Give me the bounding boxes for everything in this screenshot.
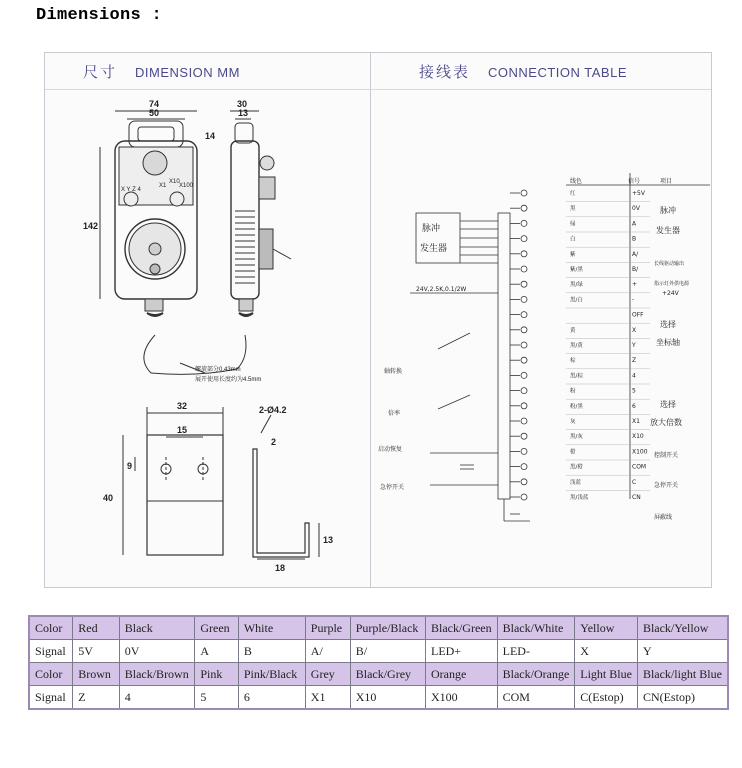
technical-drawing bbox=[44, 52, 712, 588]
terminal-contact bbox=[521, 236, 527, 242]
signal-row bbox=[29, 640, 728, 663]
dimension-drawing bbox=[45, 53, 370, 587]
table-cell: 4 bbox=[119, 686, 195, 710]
terminal-contact bbox=[521, 296, 527, 302]
dim-40: 40 bbox=[103, 493, 114, 503]
wire-signal-column bbox=[631, 190, 648, 501]
wire-color-label: 黑/白 bbox=[570, 297, 583, 304]
terminal-contact bbox=[521, 433, 527, 439]
pulse-item-2: 发生器 bbox=[656, 226, 680, 235]
table-cell: Brown bbox=[73, 663, 119, 686]
terminal-contact bbox=[521, 205, 527, 211]
terminal-contact bbox=[521, 251, 527, 257]
axis-switch-label: 轴转换 bbox=[384, 368, 403, 375]
dim-74: 74 bbox=[149, 99, 160, 109]
side-grip-ribs bbox=[235, 211, 255, 283]
pendant-side-body bbox=[231, 141, 259, 299]
wire-signal-label: - bbox=[632, 296, 635, 304]
dim-14: 14 bbox=[205, 131, 216, 141]
wire-signal-label: 6 bbox=[632, 402, 636, 410]
cable-note-1: 螺旋部分0.43mm bbox=[195, 367, 241, 373]
table-cell: C(Estop) bbox=[575, 686, 638, 710]
pendant-handle bbox=[129, 121, 183, 147]
col-header-color: 线色 bbox=[570, 178, 583, 185]
table-cell: Black/Green bbox=[425, 616, 497, 640]
table-cell: 0V bbox=[119, 640, 195, 663]
dim-18: 18 bbox=[275, 563, 286, 573]
table-cell: Black/Yellow bbox=[637, 616, 728, 640]
terminal-contact bbox=[521, 342, 527, 348]
bracket-side bbox=[253, 449, 309, 557]
table-cell: X bbox=[575, 640, 638, 663]
terminal-contact bbox=[521, 494, 527, 500]
terminal-contact bbox=[521, 266, 527, 272]
terminal-contact bbox=[521, 464, 527, 470]
wire-color-column bbox=[570, 189, 589, 501]
table-cell: Purple/Black bbox=[350, 616, 425, 640]
color-signal-table-body bbox=[29, 616, 728, 709]
label-x1: X1 bbox=[159, 183, 167, 189]
wire-color-label: 粉 bbox=[570, 388, 576, 395]
table-cell: Grey bbox=[305, 663, 350, 686]
wire-color-label: 紫/黑 bbox=[570, 267, 583, 273]
table-cell: B/ bbox=[350, 640, 425, 663]
dim-15: 15 bbox=[177, 425, 188, 435]
col-header-signal: 信号 bbox=[628, 178, 641, 185]
cable-note-2: 展开使用长度约为4.5mm bbox=[195, 377, 262, 383]
wire-signal-label: C bbox=[632, 478, 637, 486]
wire-color-label: 红 bbox=[570, 191, 576, 197]
row-label-cell: Signal bbox=[29, 640, 73, 663]
dim-2: 2 bbox=[271, 437, 277, 447]
dim-holes: 2-Ø4.2 bbox=[259, 405, 287, 415]
table-cell: Y bbox=[637, 640, 728, 663]
multiplier-knob bbox=[170, 192, 184, 206]
color-signal-table bbox=[28, 615, 729, 710]
control-switch-label: 控制开关 bbox=[654, 452, 679, 459]
wire-color-label: 橙 bbox=[570, 449, 576, 456]
wire-signal-label: Z bbox=[632, 357, 637, 365]
wire-color-label: 黑/橙 bbox=[570, 464, 583, 471]
table-cell: Black/White bbox=[497, 616, 575, 640]
bracket-front bbox=[147, 435, 223, 555]
connection-title-cn: 接线表 bbox=[419, 64, 471, 81]
table-cell: Red bbox=[73, 616, 119, 640]
mult-switch-label: 倍率 bbox=[388, 410, 401, 417]
shield-label: 屏蔽线 bbox=[654, 514, 673, 521]
wire-color-label: 浅蓝 bbox=[570, 479, 582, 486]
wire-signal-label: OFF bbox=[632, 311, 644, 319]
wire-signal-label: B bbox=[632, 235, 637, 243]
terminal-contact bbox=[521, 190, 527, 196]
table-cell: A/ bbox=[305, 640, 350, 663]
wire-signal-label: 4 bbox=[632, 372, 636, 380]
color-row bbox=[29, 616, 728, 640]
pulse-generator-box bbox=[416, 213, 460, 263]
terminal-strip bbox=[498, 213, 510, 499]
table-cell: X1 bbox=[305, 686, 350, 710]
axis-item-2: 坐标轴 bbox=[656, 338, 680, 347]
mult-item-1: 选择 bbox=[660, 400, 676, 409]
wire-color-label: 白 bbox=[570, 236, 576, 243]
wire-signal-label: 0V bbox=[632, 205, 640, 213]
table-cell: Purple bbox=[305, 616, 350, 640]
wire-color-label: 粉/黑 bbox=[570, 403, 583, 410]
label-x100: X100 bbox=[179, 183, 194, 189]
row-label-cell: Signal bbox=[29, 686, 73, 710]
table-cell: LED- bbox=[497, 640, 575, 663]
wire-signal-label: Y bbox=[632, 342, 636, 349]
pulse-item-1: 脉冲 bbox=[660, 206, 676, 215]
table-cell: Black/Orange bbox=[497, 663, 575, 686]
pulse-label: 脉冲 bbox=[422, 224, 441, 234]
estop-item-label: 急停开关 bbox=[654, 482, 679, 489]
wire-signal-label: X100 bbox=[632, 448, 648, 456]
table-cell: Pink bbox=[195, 663, 239, 686]
table-cell: Black/Brown bbox=[119, 663, 195, 686]
wire-signal-label: A/ bbox=[632, 250, 639, 258]
wire-color-label: 黑/黄 bbox=[570, 343, 583, 349]
wire-color-label: 黑/灰 bbox=[570, 434, 583, 441]
dim-142: 142 bbox=[83, 221, 99, 231]
terminal-contact bbox=[521, 372, 527, 378]
table-cell: Orange bbox=[425, 663, 497, 686]
label-axes: X Y Z 4 bbox=[121, 187, 141, 193]
wire-signal-label: A bbox=[632, 220, 637, 228]
mult-item-2: 放大倍数 bbox=[650, 418, 682, 427]
page-heading: Dimensions : bbox=[36, 6, 163, 25]
wire-signal-label: B/ bbox=[632, 266, 639, 273]
wire-color-label: 棕 bbox=[570, 358, 576, 365]
axis-selector-knob bbox=[143, 151, 167, 175]
dimension-title-en: DIMENSION MM bbox=[135, 65, 240, 80]
dim-32: 32 bbox=[177, 401, 188, 411]
wire-signal-label: COM bbox=[632, 463, 647, 471]
table-cell: Pink/Black bbox=[238, 663, 305, 686]
label-x10: X10 bbox=[169, 179, 180, 185]
row-label-cell: Color bbox=[29, 663, 73, 686]
table-cell: X100 bbox=[425, 686, 497, 710]
table-cell: X10 bbox=[350, 686, 425, 710]
wire-signal-label: X bbox=[632, 326, 637, 334]
terminal-contact bbox=[521, 312, 527, 318]
wire-signal-label: CN bbox=[632, 494, 641, 501]
wire-signal-label: +5V bbox=[632, 190, 645, 197]
axis-item-1: 选择 bbox=[660, 320, 676, 329]
table-cell: Light Blue bbox=[575, 663, 638, 686]
wire-color-label: 黄 bbox=[570, 327, 576, 334]
table-cell: 6 bbox=[238, 686, 305, 710]
wire-color-label: 紫 bbox=[570, 251, 576, 258]
wire-color-label: 黑 bbox=[570, 206, 576, 213]
signal-row bbox=[29, 686, 728, 710]
wire-color-label: 黑/绿 bbox=[570, 282, 583, 289]
led-note-label: 指示灯外供电源 bbox=[654, 281, 690, 287]
table-cell: A bbox=[195, 640, 239, 663]
side-cable-coil bbox=[239, 313, 253, 316]
front-cable-coil bbox=[147, 313, 163, 316]
terminal-contact bbox=[521, 357, 527, 363]
terminal-contact bbox=[521, 403, 527, 409]
dim-30: 30 bbox=[237, 99, 248, 109]
table-cell: Green bbox=[195, 616, 239, 640]
led-supply-label: 24V,2.5K,0.1/2W bbox=[416, 286, 467, 293]
wire-color-label: 灰 bbox=[570, 419, 576, 425]
table-cell: Black/light Blue bbox=[637, 663, 728, 686]
table-cell: 5 bbox=[195, 686, 239, 710]
wire-color-label: 黑/棕 bbox=[570, 373, 583, 380]
dimension-title-cn: 尺寸 bbox=[83, 64, 118, 81]
table-cell: 5V bbox=[73, 640, 119, 663]
led-voltage-label: +24V bbox=[662, 290, 679, 297]
color-row bbox=[29, 663, 728, 686]
wire-color-label: 黑/浅蓝 bbox=[570, 495, 589, 501]
table-cell: CN(Estop) bbox=[637, 686, 728, 710]
table-cell: White bbox=[238, 616, 305, 640]
dim-50: 50 bbox=[149, 108, 160, 118]
terminal-contact bbox=[521, 220, 527, 226]
side-wheel bbox=[259, 229, 273, 269]
terminal-contact bbox=[521, 479, 527, 485]
generator-label: 发生器 bbox=[420, 244, 448, 254]
col-header-item: 项目 bbox=[660, 178, 673, 185]
wire-color-label: 绿 bbox=[570, 221, 576, 228]
estop-button bbox=[260, 156, 274, 170]
wire-signal-label: 5 bbox=[632, 387, 636, 395]
table-cell: COM bbox=[497, 686, 575, 710]
estop-label: 急停开关 bbox=[380, 484, 405, 491]
wiring-diagram bbox=[370, 53, 711, 587]
table-cell: LED+ bbox=[425, 640, 497, 663]
enable-label: 启动恢复 bbox=[378, 446, 403, 453]
dim-13-flange: 13 bbox=[323, 535, 334, 545]
wire-signal-label: X1 bbox=[632, 418, 640, 425]
table-cell: B bbox=[238, 640, 305, 663]
table-cell: Yellow bbox=[575, 616, 638, 640]
terminal-contact bbox=[521, 448, 527, 454]
wire-signal-label: X10 bbox=[632, 433, 644, 441]
terminal-contact bbox=[521, 418, 527, 424]
terminal-contact bbox=[521, 327, 527, 333]
wire-signal-label: + bbox=[632, 281, 638, 289]
terminal-contact bbox=[521, 388, 527, 394]
connection-title-en: CONNECTION TABLE bbox=[488, 65, 627, 80]
table-cell: Black bbox=[119, 616, 195, 640]
dim-13: 13 bbox=[238, 108, 249, 118]
terminal-contact bbox=[521, 281, 527, 287]
table-cell: Z bbox=[73, 686, 119, 710]
diff-output-label: 长线驱动输出 bbox=[654, 261, 685, 267]
table-cell: Black/Grey bbox=[350, 663, 425, 686]
row-label-cell: Color bbox=[29, 616, 73, 640]
dim-9: 9 bbox=[127, 461, 133, 471]
